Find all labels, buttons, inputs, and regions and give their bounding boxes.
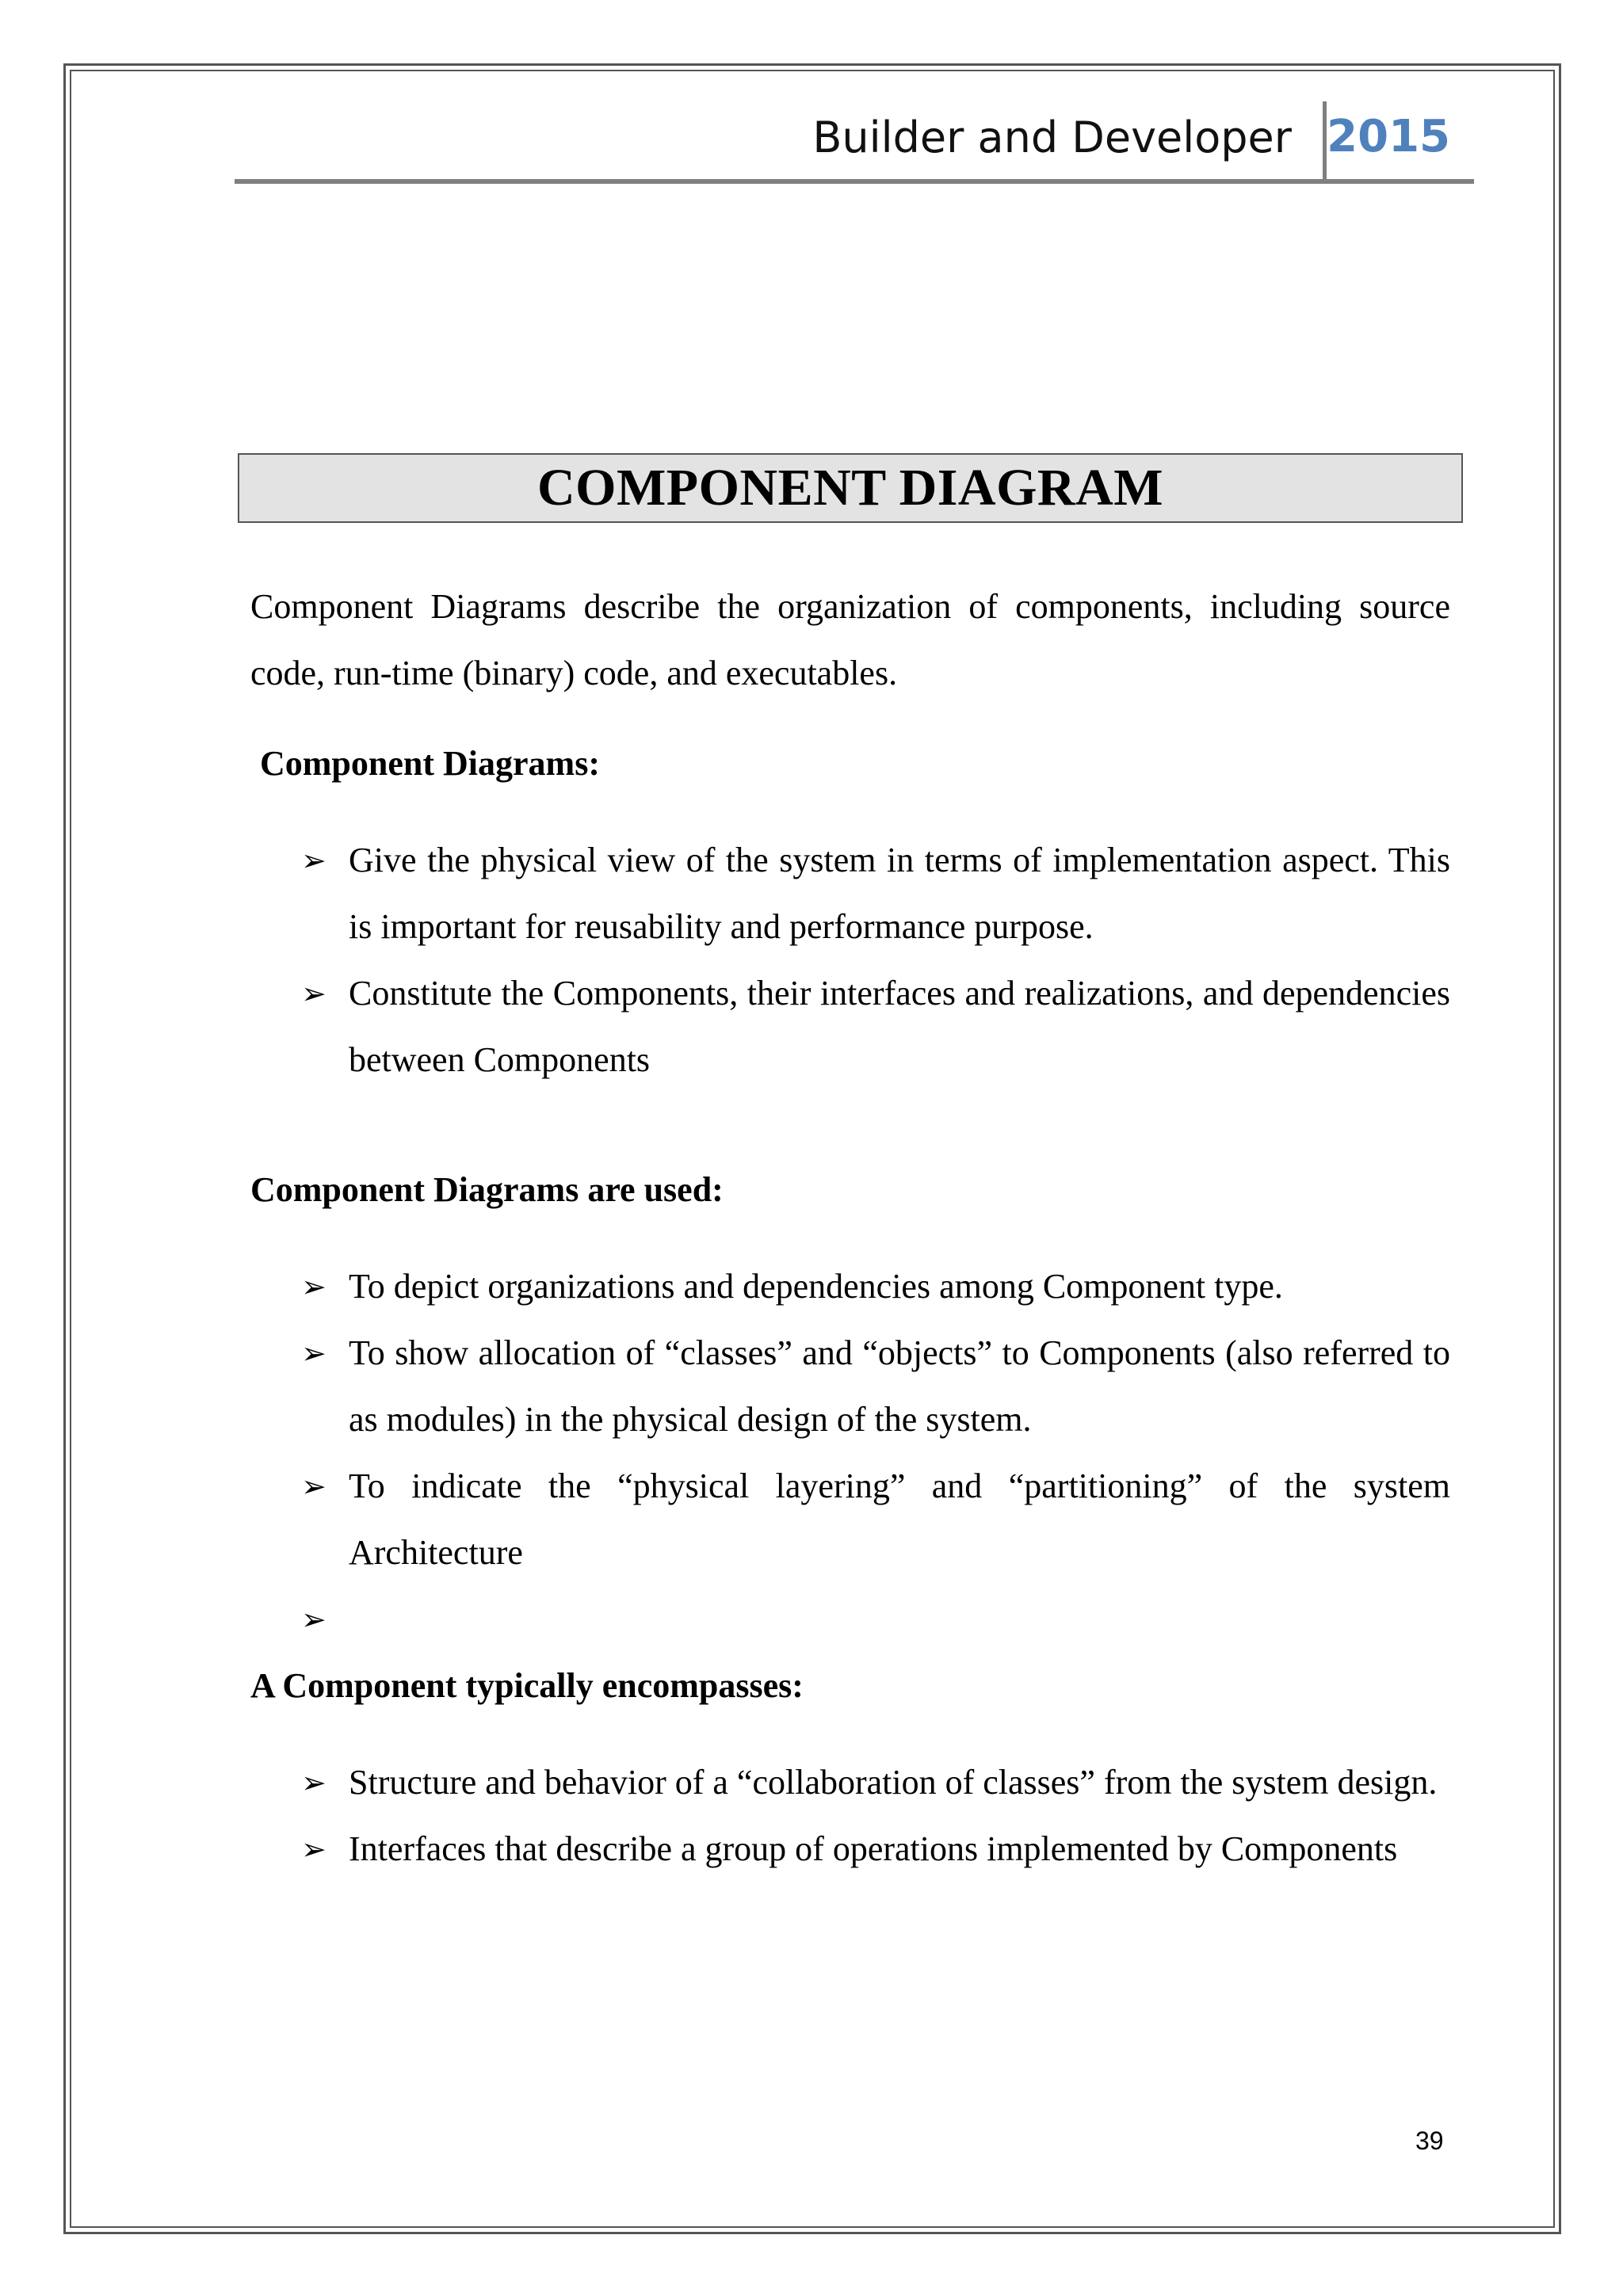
section3-heading: A Component typically encompasses: [250,1666,804,1705]
section2-list [250,1253,1450,1653]
header-title: Builder and Developer [812,113,1292,162]
arrow-bullet-icon: ➢ [301,1269,327,1304]
section1-heading: Component Diagrams: [260,744,600,783]
list-item [250,1816,1450,1882]
list-item-text: To indicate the “physical layering” and “partitioning” of the system Architecture [349,1466,1450,1572]
intro-paragraph: Component Diagrams describe the organization of components, including source code, run-time (binary) code, and executables. [250,587,1450,692]
section-title: COMPONENT DIAGRAM [537,459,1164,517]
page-header [235,101,1474,182]
section1-list [250,827,1450,1093]
header-rule [235,179,1474,184]
list-item-text: Give the physical view of the system in terms of implementation aspect. This is important for reusability and performance purpose. [349,841,1450,946]
section-title-box [238,453,1463,523]
section2-heading: Component Diagrams are used: [250,1170,724,1209]
arrow-bullet-icon: ➢ [301,1765,327,1800]
list-item [250,827,1450,960]
list-item [250,1320,1450,1453]
arrow-bullet-icon: ➢ [301,843,327,878]
list-item-empty [250,1586,1450,1653]
page-number: 39 [1415,2126,1444,2155]
section3-list [250,1749,1450,1882]
arrow-bullet-icon: ➢ [301,1469,327,1504]
arrow-bullet-icon: ➢ [301,976,327,1011]
arrow-bullet-icon: ➢ [301,1336,327,1371]
header-year: 2015 [1327,111,1450,162]
list-item-text: To depict organizations and dependencies among Component type. [349,1267,1283,1306]
list-item-text: Constitute the Components, their interfaces and realizations, and dependencies between Components [349,974,1450,1079]
list-item [250,1453,1450,1586]
list-item [250,1749,1450,1816]
list-item-text: Structure and behavior of a “collaboration of classes” from the system design. [349,1763,1438,1802]
page-content [250,574,1450,1882]
arrow-bullet-icon: ➢ [301,1602,327,1637]
list-item-text: Interfaces that describe a group of operations implemented by Components [349,1829,1398,1868]
list-item [250,1253,1450,1320]
list-item-text: To show allocation of “classes” and “objects” to Components (also referred to as modules) in the physical design of the system. [349,1333,1450,1439]
arrow-bullet-icon: ➢ [301,1832,327,1867]
list-item [250,960,1450,1093]
